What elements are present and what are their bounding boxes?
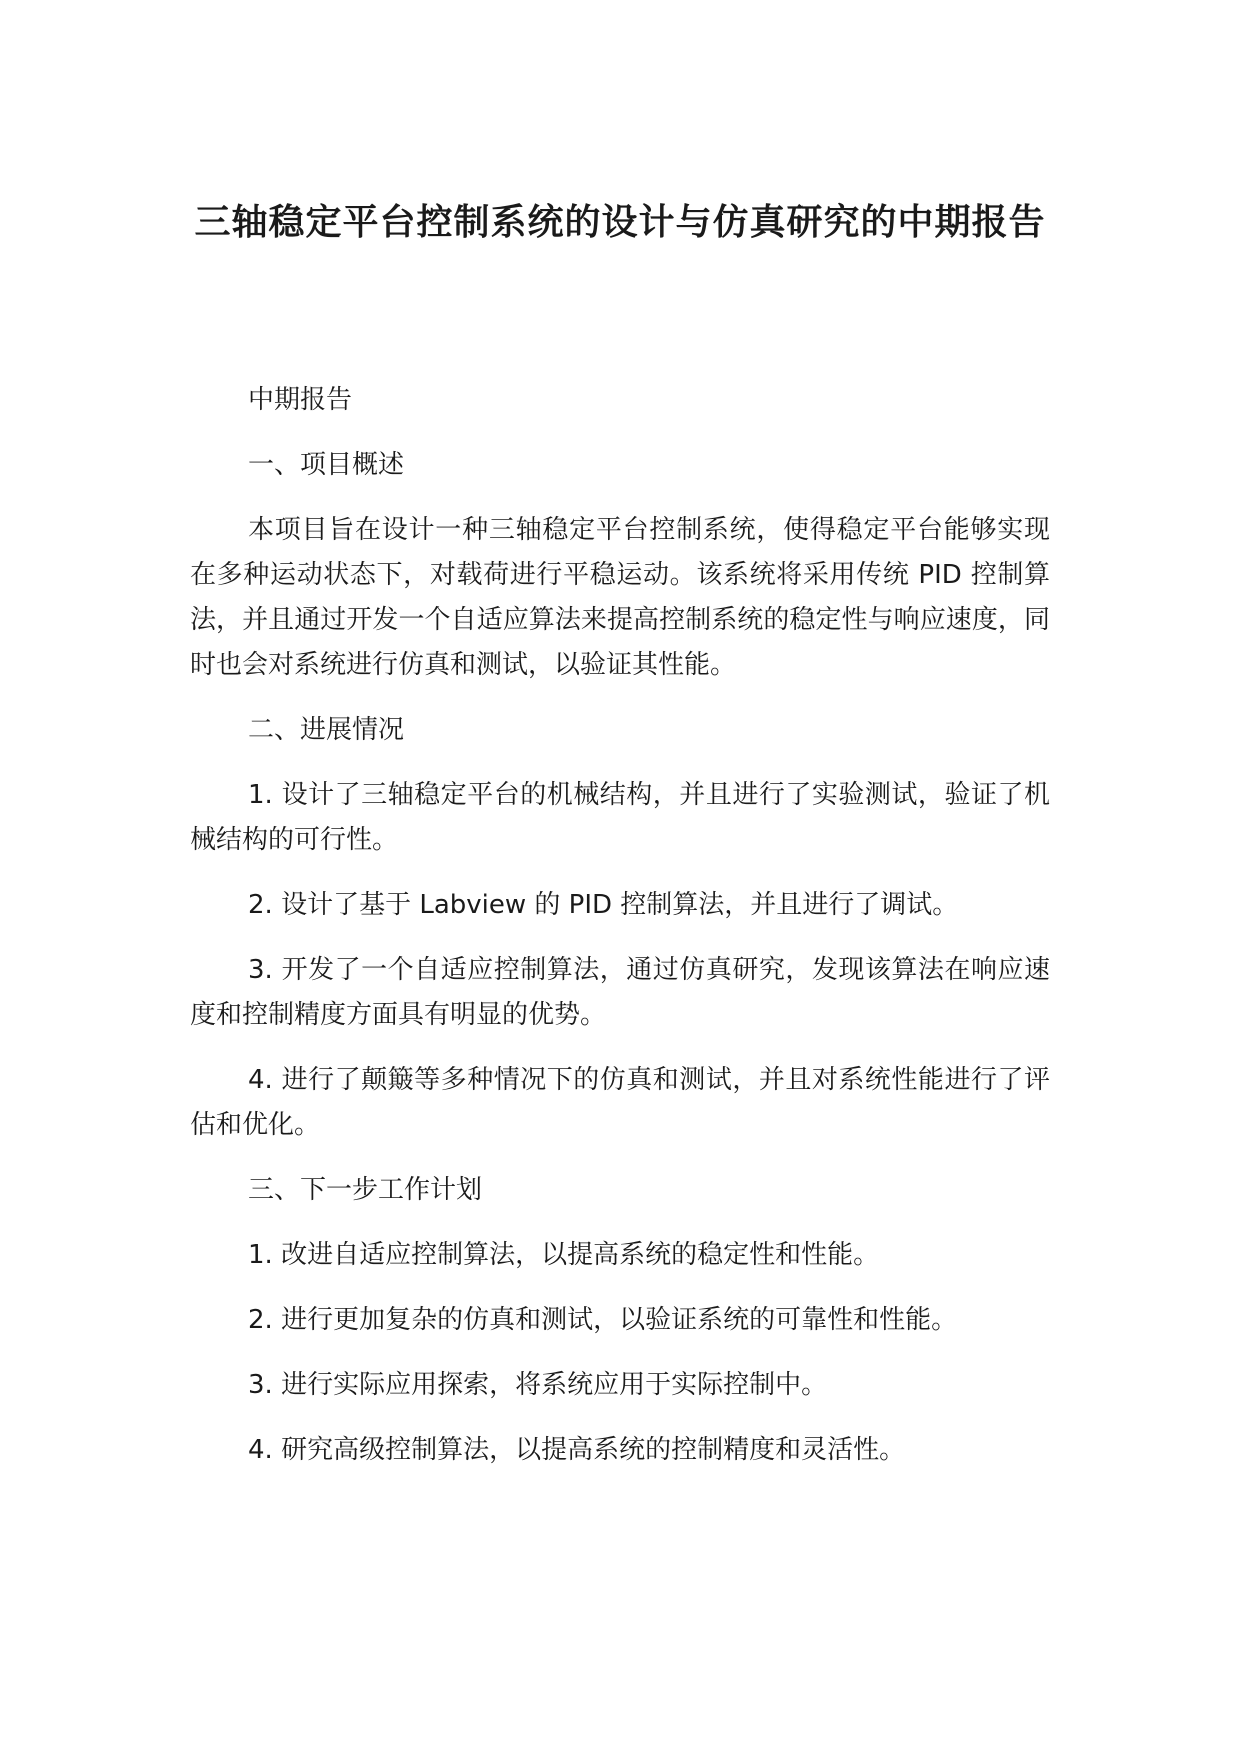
progress-item-2: 2. 设计了基于 Labview 的 PID 控制算法，并且进行了调试。 bbox=[248, 890, 959, 920]
section-heading-overview: 一、项目概述 bbox=[248, 450, 405, 480]
document-body bbox=[190, 378, 1050, 1493]
section-heading-plan: 三、下一步工作计划 bbox=[248, 1175, 483, 1205]
plan-item-2: 2. 进行更加复杂的仿真和测试，以验证系统的可靠性和性能。 bbox=[248, 1305, 958, 1335]
progress-item-3: 3. 开发了一个自适应控制算法，通过仿真研究，发现该算法在响应速度和控制精度方面具有明显的优势。 bbox=[190, 955, 1050, 1030]
plan-item-1: 1. 改进自适应控制算法，以提高系统的稳定性和性能。 bbox=[248, 1240, 880, 1270]
document-title: 三轴稳定平台控制系统的设计与仿真研究的中期报告 bbox=[194, 202, 1046, 243]
progress-item-4: 4. 进行了颠簸等多种情况下的仿真和测试，并且对系统性能进行了评估和优化。 bbox=[190, 1065, 1050, 1140]
paragraph-report-label: 中期报告 bbox=[248, 385, 353, 415]
section-heading-progress: 二、进展情况 bbox=[248, 715, 405, 745]
paragraph-overview: 本项目旨在设计一种三轴稳定平台控制系统，使得稳定平台能够实现在多种运动状态下，对载荷进行平稳运动。该系统将采用传统 PID 控制算法，并且通过开发一个自适应算法来提高控制系统的稳定性与响应速度，同时也会对系统进行仿真和测试，以验证其性能。 bbox=[190, 515, 1050, 680]
progress-item-1: 1. 设计了三轴稳定平台的机械结构，并且进行了实验测试，验证了机械结构的可行性。 bbox=[190, 780, 1050, 855]
plan-item-3: 3. 进行实际应用探索，将系统应用于实际控制中。 bbox=[248, 1370, 828, 1400]
plan-item-4: 4. 研究高级控制算法，以提高系统的控制精度和灵活性。 bbox=[248, 1435, 906, 1465]
